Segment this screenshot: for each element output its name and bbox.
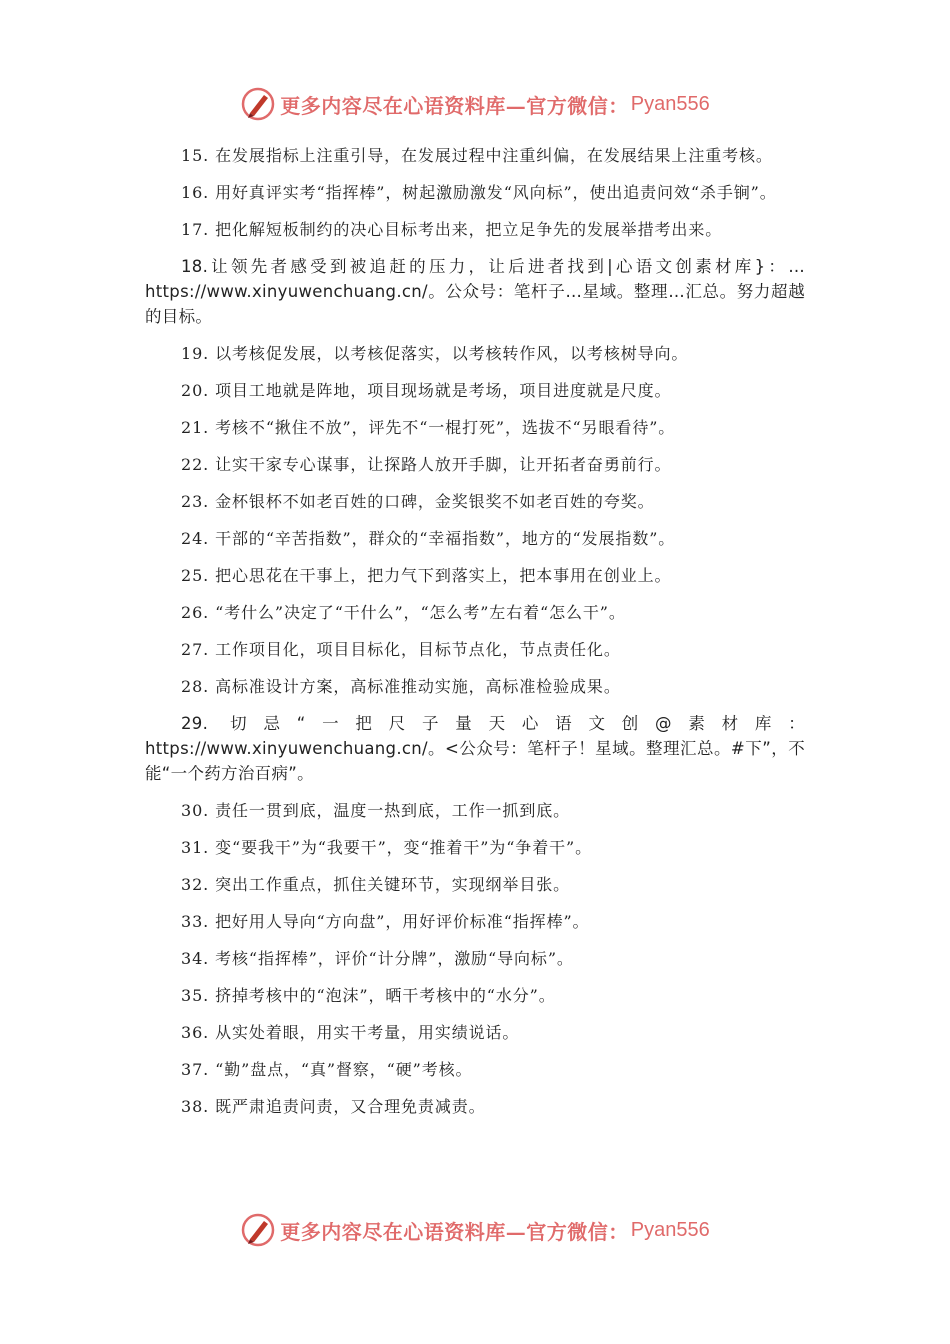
list-item-37: 37. “勤”盘点，“真”督察，“硬”考核。 [181,1060,473,1079]
footer-banner-text: 更多内容尽在心语资料库—官方微信： [280,1219,629,1244]
list-item-17: 17. 把化解短板制约的决心目标考出来，把立足争先的发展举措考出来。 [181,220,723,239]
footer-banner-wechat-id: Pyan556 [630,1218,710,1241]
list-item-30: 30. 责任一贯到底，温度一热到底，工作一抓到底。 [181,801,571,820]
pen-logo-icon [240,86,276,122]
list-item-18: 18.让领先者感受到被追赶的压力，让后进者找到|心语文创素材库}：…https://www.xinyuwenchuang.cn/。公众号：笔杆子…星域。整理…汇总。努力超越的目标。 [145,257,805,326]
list-item-19: 19. 以考核促发展，以考核促落实，以考核转作风，以考核树导向。 [181,344,689,363]
header-banner-wechat-id: Pyan556 [630,92,710,115]
list-item-27: 27. 工作项目化，项目目标化，目标节点化，节点责任化。 [181,640,621,659]
list-item-32: 32. 突出工作重点，抓住关键环节，实现纲举目张。 [181,875,571,894]
list-item-22: 22. 让实干家专心谋事，让探路人放开手脚，让开拓者奋勇前行。 [181,455,672,474]
list-item-29: 29. 切忌“一把尺子量天心语文创@素材库：https://www.xinyuwenchuang.cn/。<公众号：笔杆子！星域。整理汇总。#下”，不能“一个药方治百病”。 [145,714,805,783]
list-item-24: 24. 干部的“辛苦指数”，群众的“幸福指数”，地方的“发展指数”。 [181,529,676,548]
list-item-35: 35. 挤掉考核中的“泡沫”，晒干考核中的“水分”。 [181,986,556,1005]
list-item-31: 31. 变“要我干”为“我要干”，变“推着干”为“争着干”。 [181,838,592,857]
list-item-25: 25. 把心思花在干事上，把力气下到落实上，把本事用在创业上。 [181,566,672,585]
header-banner-text: 更多内容尽在心语资料库—官方微信： [280,93,629,118]
list-item-15: 15. 在发展指标上注重引导，在发展过程中注重纠偏，在发展结果上注重考核。 [181,146,773,165]
list-item-16: 16. 用好真评实考“指挥棒”，树起激励激发“风向标”，使出追责问效“杀手锏”。 [181,183,777,202]
list-item-26: 26. “考什么”决定了“干什么”，“怎么考”左右着“怎么干”。 [181,603,626,622]
list-item-28: 28. 高标准设计方案，高标准推动实施，高标准检验成果。 [181,677,621,696]
list-item-36: 36. 从实处着眼，用实干考量，用实绩说话。 [181,1023,520,1042]
list-item-34: 34. 考核“指挥棒”，评价“计分牌”，激励“导向标”。 [181,949,574,968]
document-body [145,143,805,1131]
list-item-33: 33. 把好用人导向“方向盘”，用好评价标准“指挥棒”。 [181,912,590,931]
list-item-20: 20. 项目工地就是阵地，项目现场就是考场，项目进度就是尺度。 [181,381,672,400]
list-item-21: 21. 考核不“揪住不放”，评先不“一棍打死”，选拔不“另眼看待”。 [181,418,676,437]
footer-banner [0,1208,950,1252]
list-item-23: 23. 金杯银杯不如老百姓的口碑，金奖银奖不如老百姓的夸奖。 [181,492,655,511]
pen-logo-icon [240,1212,276,1248]
header-banner [0,82,950,126]
list-item-38: 38. 既严肃追责问责，又合理免责减责。 [181,1097,486,1116]
